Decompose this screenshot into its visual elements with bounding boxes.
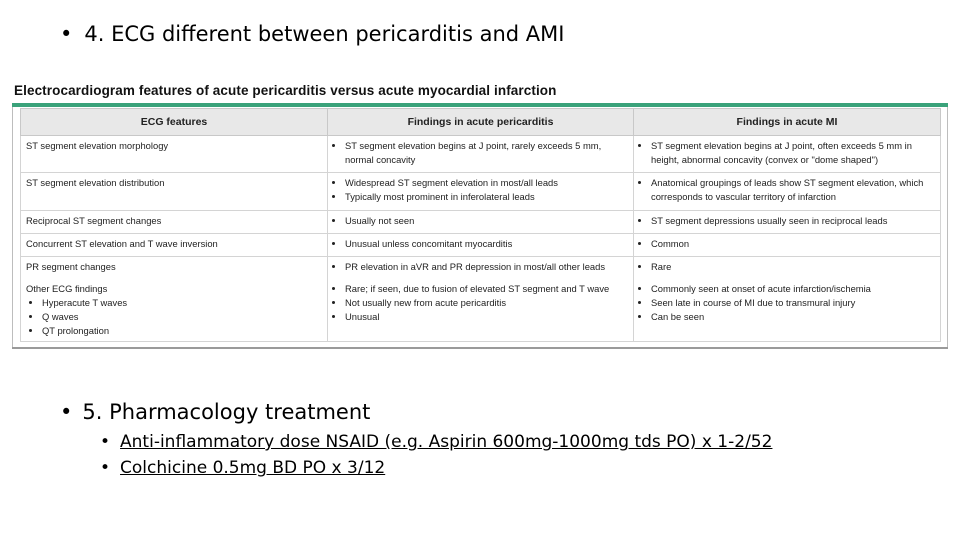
mi-cell xyxy=(634,136,941,173)
finding-item: • Common xyxy=(651,237,935,251)
pericarditis-cell xyxy=(328,211,634,234)
sub-feature-item: • QT prolongation xyxy=(42,324,322,338)
finding-item: • Widespread ST segment elevation in most/all leads xyxy=(345,176,628,190)
section-5-heading xyxy=(60,400,370,424)
finding-item: • Unusual xyxy=(345,310,628,324)
finding-item: • ST segment depressions usually seen in reciprocal leads xyxy=(651,214,935,228)
finding-item: • Not usually new from acute pericarditis xyxy=(345,296,628,310)
table-row xyxy=(21,211,941,234)
table-header-row xyxy=(21,109,941,136)
bullet-icon: • xyxy=(100,432,111,452)
col-header-ecg-features: ECG features xyxy=(21,109,328,136)
feature-label: Other ECG findings xyxy=(26,283,108,294)
sub-feature-item: • Q waves xyxy=(42,310,322,324)
feature-label: PR segment changes xyxy=(26,261,116,272)
finding-item: • Can be seen xyxy=(651,310,935,324)
mi-cell xyxy=(634,211,941,234)
section-5-title: 5. Pharmacology treatment xyxy=(82,400,371,424)
section-4-title: 4. ECG different between pericarditis and AMI xyxy=(84,22,565,46)
table-bottom-rule xyxy=(12,347,948,349)
finding-item: • ST segment elevation begins at J point, rarely exceeds 5 mm, normal concavity xyxy=(345,139,628,167)
finding-item: • Anatomical groupings of leads show ST segment elevation, which corresponds to vascular territory of infarction xyxy=(651,176,935,204)
section-4-heading xyxy=(60,22,564,46)
table-row xyxy=(21,173,941,211)
finding-item: • Rare; if seen, due to fusion of elevated ST segment and T wave xyxy=(345,282,628,296)
table-row xyxy=(21,234,941,257)
treatment-nsaid-link[interactable]: Anti-inflammatory dose NSAID (e.g. Aspirin 600mg-1000mg tds PO) x 1-2/52 xyxy=(120,432,773,452)
treatment-colchicine-link[interactable]: Colchicine 0.5mg BD PO x 3/12 xyxy=(120,458,386,478)
list-item xyxy=(100,432,772,458)
pericarditis-cell xyxy=(328,136,634,173)
feature-cell: Reciprocal ST segment changes xyxy=(21,211,328,234)
finding-item: • Rare xyxy=(651,260,935,274)
table-header-rule xyxy=(12,103,948,107)
sub-feature-item: • Hyperacute T waves xyxy=(42,296,322,310)
mi-cell xyxy=(634,257,941,342)
table-left-border xyxy=(12,107,13,348)
finding-item: • PR elevation in aVR and PR depression in most/all other leads xyxy=(345,260,628,274)
bullet-icon: • xyxy=(60,400,73,424)
finding-item: • Typically most prominent in inferolateral leads xyxy=(345,190,628,204)
feature-cell: ST segment elevation morphology xyxy=(21,136,328,173)
col-header-pericarditis: Findings in acute pericarditis xyxy=(328,109,634,136)
finding-item: • Usually not seen xyxy=(345,214,628,228)
pericarditis-cell xyxy=(328,257,634,342)
feature-cell xyxy=(21,257,328,342)
pericarditis-cell xyxy=(328,234,634,257)
col-header-mi: Findings in acute MI xyxy=(634,109,941,136)
finding-item: • Unusual unless concomitant myocarditis xyxy=(345,237,628,251)
bullet-icon: • xyxy=(60,22,73,46)
table-row xyxy=(21,257,941,342)
table-right-border xyxy=(947,107,948,348)
finding-item: • ST segment elevation begins at J point, often exceeds 5 mm in height, abnormal concavity (convex or "dome shaped") xyxy=(651,139,935,167)
table-row xyxy=(21,136,941,173)
ecg-comparison-table xyxy=(20,108,941,342)
finding-item: • Commonly seen at onset of acute infarction/ischemia xyxy=(651,282,935,296)
bullet-icon: • xyxy=(100,458,111,478)
feature-cell: ST segment elevation distribution xyxy=(21,173,328,211)
treatment-list xyxy=(100,432,772,484)
finding-item: • Seen late in course of MI due to transmural injury xyxy=(651,296,935,310)
mi-cell xyxy=(634,173,941,211)
mi-cell xyxy=(634,234,941,257)
pericarditis-cell xyxy=(328,173,634,211)
list-item xyxy=(100,458,772,484)
table-title: Electrocardiogram features of acute pericarditis versus acute myocardial infarction xyxy=(14,83,557,98)
feature-cell: Concurrent ST elevation and T wave inversion xyxy=(21,234,328,257)
